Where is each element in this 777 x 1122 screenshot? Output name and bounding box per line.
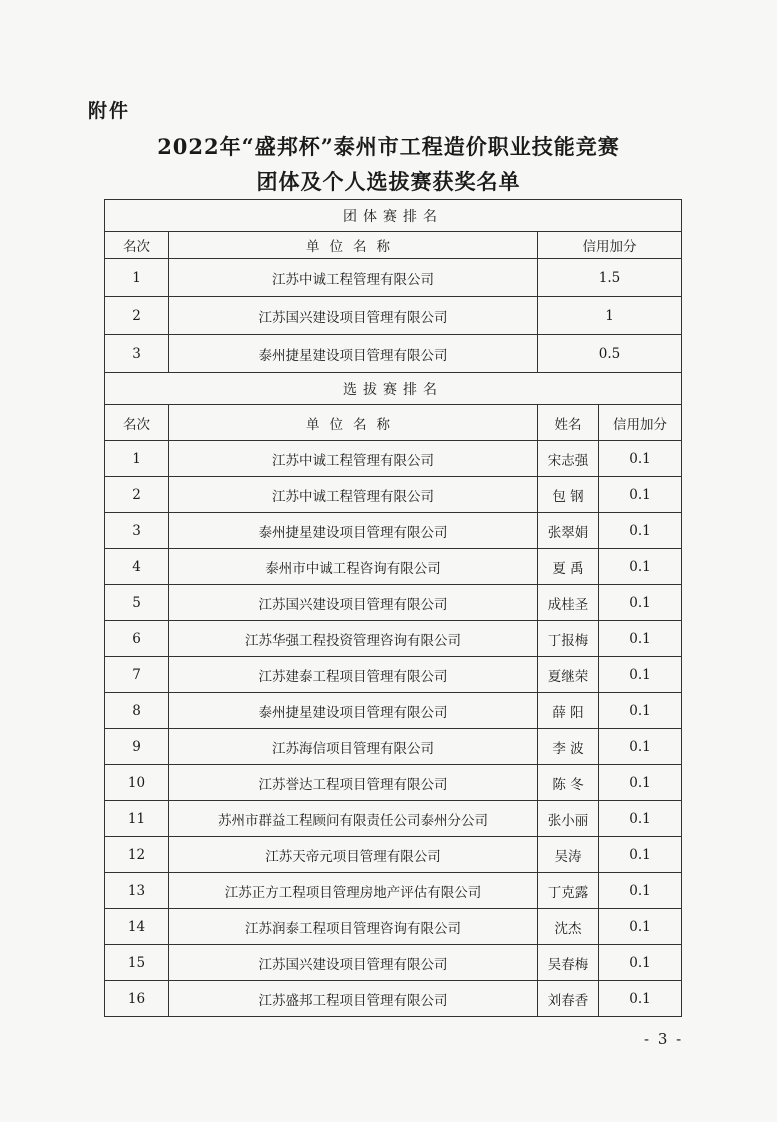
team-unit-cell: 江苏中诚工程管理有限公司 (169, 259, 538, 297)
awards-table (104, 199, 682, 1017)
individual-name-cell: 张小丽 (538, 801, 599, 837)
individual-credit-cell: 0.1 (599, 621, 682, 657)
team-credit-cell: 1.5 (538, 259, 682, 297)
individual-name-cell: 宋志强 (538, 441, 599, 477)
individual-row (105, 837, 682, 873)
individual-credit-cell: 0.1 (599, 693, 682, 729)
individual-rank-cell: 6 (105, 621, 169, 657)
individual-rank-cell: 10 (105, 765, 169, 801)
team-rank-cell: 1 (105, 259, 169, 297)
individual-credit-cell: 0.1 (599, 981, 682, 1017)
individual-row (105, 945, 682, 981)
individual-credit-cell: 0.1 (599, 837, 682, 873)
individual-name-cell: 成桂圣 (538, 585, 599, 621)
document-title-line-1: 2022年“盛邦杯”泰州市工程造价职业技能竞赛 (157, 134, 620, 159)
individual-row (105, 513, 682, 549)
individual-rank-cell: 4 (105, 549, 169, 585)
team-section-title: 团体赛排名 (105, 200, 682, 232)
team-rank-header: 名次 (105, 232, 169, 259)
individual-row (105, 657, 682, 693)
individual-rank-cell: 8 (105, 693, 169, 729)
individual-rank-cell: 14 (105, 909, 169, 945)
individual-unit-cell: 泰州捷星建设项目管理有限公司 (169, 513, 538, 549)
individual-name-cell: 张翠娟 (538, 513, 599, 549)
individual-unit-cell: 泰州捷星建设项目管理有限公司 (169, 693, 538, 729)
individual-row (105, 693, 682, 729)
individual-row (105, 729, 682, 765)
team-row (105, 297, 682, 335)
individual-name-cell: 丁报梅 (538, 621, 599, 657)
individual-unit-cell: 江苏正方工程项目管理房地产评估有限公司 (169, 873, 538, 909)
individual-credit-cell: 0.1 (599, 585, 682, 621)
document-title-line-2: 团体及个人选拔赛获奖名单 (256, 169, 521, 194)
individual-name-cell: 包 钢 (538, 477, 599, 513)
individual-unit-cell: 江苏中诚工程管理有限公司 (169, 441, 538, 477)
individual-row (105, 909, 682, 945)
individual-unit-cell: 江苏华强工程投资管理咨询有限公司 (169, 621, 538, 657)
individual-section-title: 选拔赛排名 (105, 373, 682, 405)
individual-rank-cell: 11 (105, 801, 169, 837)
individual-credit-cell: 0.1 (599, 873, 682, 909)
individual-unit-cell: 苏州市群益工程顾问有限责任公司泰州分公司 (169, 801, 538, 837)
individual-name-cell: 吴春梅 (538, 945, 599, 981)
team-rank-cell: 2 (105, 297, 169, 335)
attachment-label: 附件 (88, 100, 131, 122)
individual-name-header: 姓名 (538, 405, 599, 441)
individual-credit-cell: 0.1 (599, 657, 682, 693)
individual-name-cell: 刘春香 (538, 981, 599, 1017)
individual-name-cell: 吴涛 (538, 837, 599, 873)
team-column-header-row (105, 232, 682, 259)
individual-credit-cell: 0.1 (599, 441, 682, 477)
individual-rank-cell: 2 (105, 477, 169, 513)
individual-credit-cell: 0.1 (599, 513, 682, 549)
team-unit-header: 单位名称 (169, 232, 538, 259)
individual-name-cell: 夏 禹 (538, 549, 599, 585)
team-section-header-row (105, 200, 682, 232)
individual-unit-cell: 江苏润泰工程项目管理咨询有限公司 (169, 909, 538, 945)
individual-name-cell: 丁克露 (538, 873, 599, 909)
individual-credit-cell: 0.1 (599, 549, 682, 585)
individual-row (105, 873, 682, 909)
team-credit-cell: 1 (538, 297, 682, 335)
individual-unit-cell: 江苏誉达工程项目管理有限公司 (169, 765, 538, 801)
individual-column-header-row (105, 405, 682, 441)
team-row (105, 335, 682, 373)
individual-name-cell: 薛 阳 (538, 693, 599, 729)
individual-row (105, 549, 682, 585)
individual-rank-cell: 12 (105, 837, 169, 873)
individual-name-cell: 李 波 (538, 729, 599, 765)
individual-row (105, 477, 682, 513)
individual-credit-cell: 0.1 (599, 945, 682, 981)
individual-rank-cell: 16 (105, 981, 169, 1017)
individual-name-cell: 陈 冬 (538, 765, 599, 801)
team-row (105, 259, 682, 297)
individual-row (105, 981, 682, 1017)
individual-credit-cell: 0.1 (599, 765, 682, 801)
individual-row (105, 765, 682, 801)
page-number: - 3 - (644, 1030, 684, 1048)
individual-unit-cell: 江苏盛邦工程项目管理有限公司 (169, 981, 538, 1017)
individual-credit-cell: 0.1 (599, 477, 682, 513)
individual-unit-cell: 江苏国兴建设项目管理有限公司 (169, 945, 538, 981)
individual-row (105, 585, 682, 621)
individual-credit-cell: 0.1 (599, 729, 682, 765)
individual-rank-cell: 13 (105, 873, 169, 909)
individual-rank-cell: 15 (105, 945, 169, 981)
individual-unit-cell: 江苏中诚工程管理有限公司 (169, 477, 538, 513)
individual-unit-cell: 江苏海信项目管理有限公司 (169, 729, 538, 765)
individual-unit-cell: 江苏国兴建设项目管理有限公司 (169, 585, 538, 621)
individual-section-header-row (105, 373, 682, 405)
team-rank-cell: 3 (105, 335, 169, 373)
individual-unit-header: 单位名称 (169, 405, 538, 441)
individual-rank-cell: 5 (105, 585, 169, 621)
team-unit-cell: 泰州捷星建设项目管理有限公司 (169, 335, 538, 373)
individual-unit-cell: 泰州市中诚工程咨询有限公司 (169, 549, 538, 585)
individual-rank-cell: 9 (105, 729, 169, 765)
individual-rank-header: 名次 (105, 405, 169, 441)
individual-unit-cell: 江苏建泰工程项目管理有限公司 (169, 657, 538, 693)
team-unit-cell: 江苏国兴建设项目管理有限公司 (169, 297, 538, 335)
individual-row (105, 621, 682, 657)
individual-rank-cell: 7 (105, 657, 169, 693)
individual-row (105, 441, 682, 477)
individual-credit-cell: 0.1 (599, 909, 682, 945)
individual-name-cell: 夏继荣 (538, 657, 599, 693)
individual-rank-cell: 3 (105, 513, 169, 549)
individual-unit-cell: 江苏天帝元项目管理有限公司 (169, 837, 538, 873)
individual-row (105, 801, 682, 837)
individual-name-cell: 沈杰 (538, 909, 599, 945)
team-credit-header: 信用加分 (538, 232, 682, 259)
individual-credit-header: 信用加分 (599, 405, 682, 441)
individual-rank-cell: 1 (105, 441, 169, 477)
individual-credit-cell: 0.1 (599, 801, 682, 837)
team-credit-cell: 0.5 (538, 335, 682, 373)
